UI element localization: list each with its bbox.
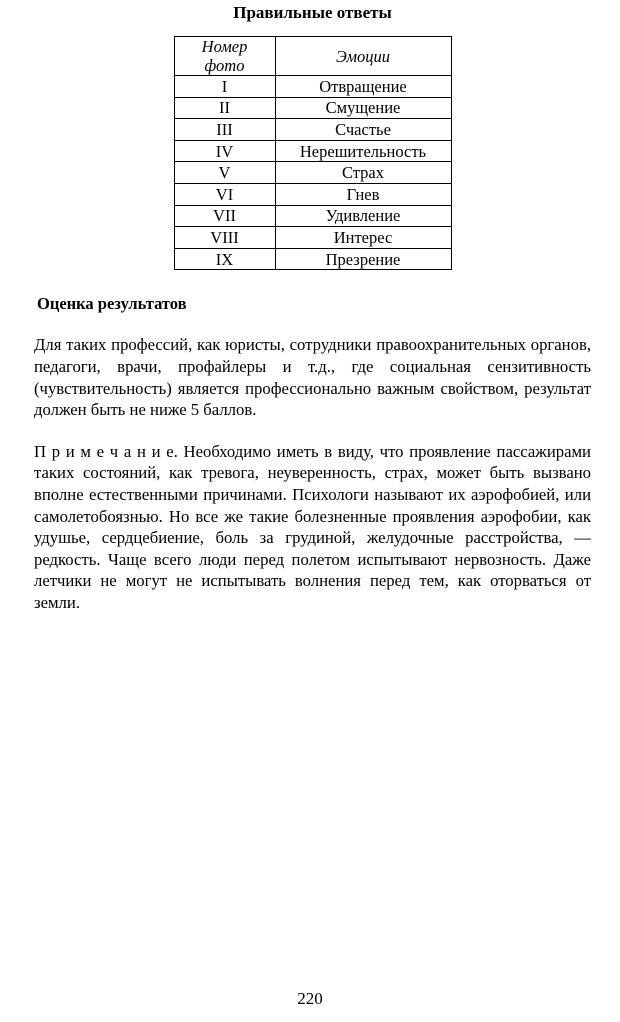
answers-table bbox=[174, 36, 452, 270]
cell-emotion: Нерешительность bbox=[275, 140, 451, 162]
table-row bbox=[174, 97, 451, 119]
table-header-row bbox=[174, 37, 451, 76]
cell-photo-number: II bbox=[174, 97, 275, 119]
cell-photo-number: I bbox=[174, 76, 275, 98]
cell-emotion: Смущение bbox=[275, 97, 451, 119]
paragraph-results-requirements: Для таких профессий, как юристы, сотрудники правоохранительных органов, педагоги, врачи, профайлеры и т.д., где социальная сензитивность (чувствительность) является профессионально важным свойством, результат должен быть не ниже 5 баллов. bbox=[34, 335, 591, 420]
cell-emotion: Страх bbox=[275, 162, 451, 184]
cell-photo-number: IX bbox=[174, 248, 275, 270]
table-row bbox=[174, 205, 451, 227]
table-row bbox=[174, 140, 451, 162]
paragraph-note: П р и м е ч а н и е. Необходимо иметь в виду, что проявление пассажирами таких состояний, как тревога, неуверенность, страх, может быть вызвано вполне естественными причинами. Психологи называют их аэрофобией, или самолетобоязнью. Но все же такие болезненные проявления аэрофобии, как удушье, сердцебиение, боль за грудиной, желудочные расстройства, — редкость. Чаще всего люди перед полетом испытывают нервозность. Даже летчики не могут не испытывать волнения перед тем, как оторваться от земли. bbox=[34, 441, 591, 612]
cell-photo-number: VII bbox=[174, 205, 275, 227]
table-row bbox=[174, 248, 451, 270]
cell-emotion: Счастье bbox=[275, 119, 451, 141]
column-header-emotions: Эмоции bbox=[275, 37, 451, 76]
cell-photo-number: V bbox=[174, 162, 275, 184]
page-title: Правильные ответы bbox=[233, 3, 392, 22]
cell-photo-number: VI bbox=[174, 183, 275, 205]
cell-emotion: Отвращение bbox=[275, 76, 451, 98]
table-row bbox=[174, 227, 451, 249]
table-row bbox=[174, 162, 451, 184]
cell-emotion: Удивление bbox=[275, 205, 451, 227]
cell-photo-number: VIII bbox=[174, 227, 275, 249]
table-row bbox=[174, 119, 451, 141]
table-row bbox=[174, 76, 451, 98]
results-evaluation-heading: Оценка результатов bbox=[37, 294, 187, 314]
page-number: 220 bbox=[297, 989, 323, 1008]
cell-emotion: Презрение bbox=[275, 248, 451, 270]
cell-emotion: Гнев bbox=[275, 183, 451, 205]
cell-emotion: Интерес bbox=[275, 227, 451, 249]
column-header-photo-number: Номер фото bbox=[174, 37, 275, 76]
table-row bbox=[174, 183, 451, 205]
cell-photo-number: III bbox=[174, 119, 275, 141]
cell-photo-number: IV bbox=[174, 140, 275, 162]
